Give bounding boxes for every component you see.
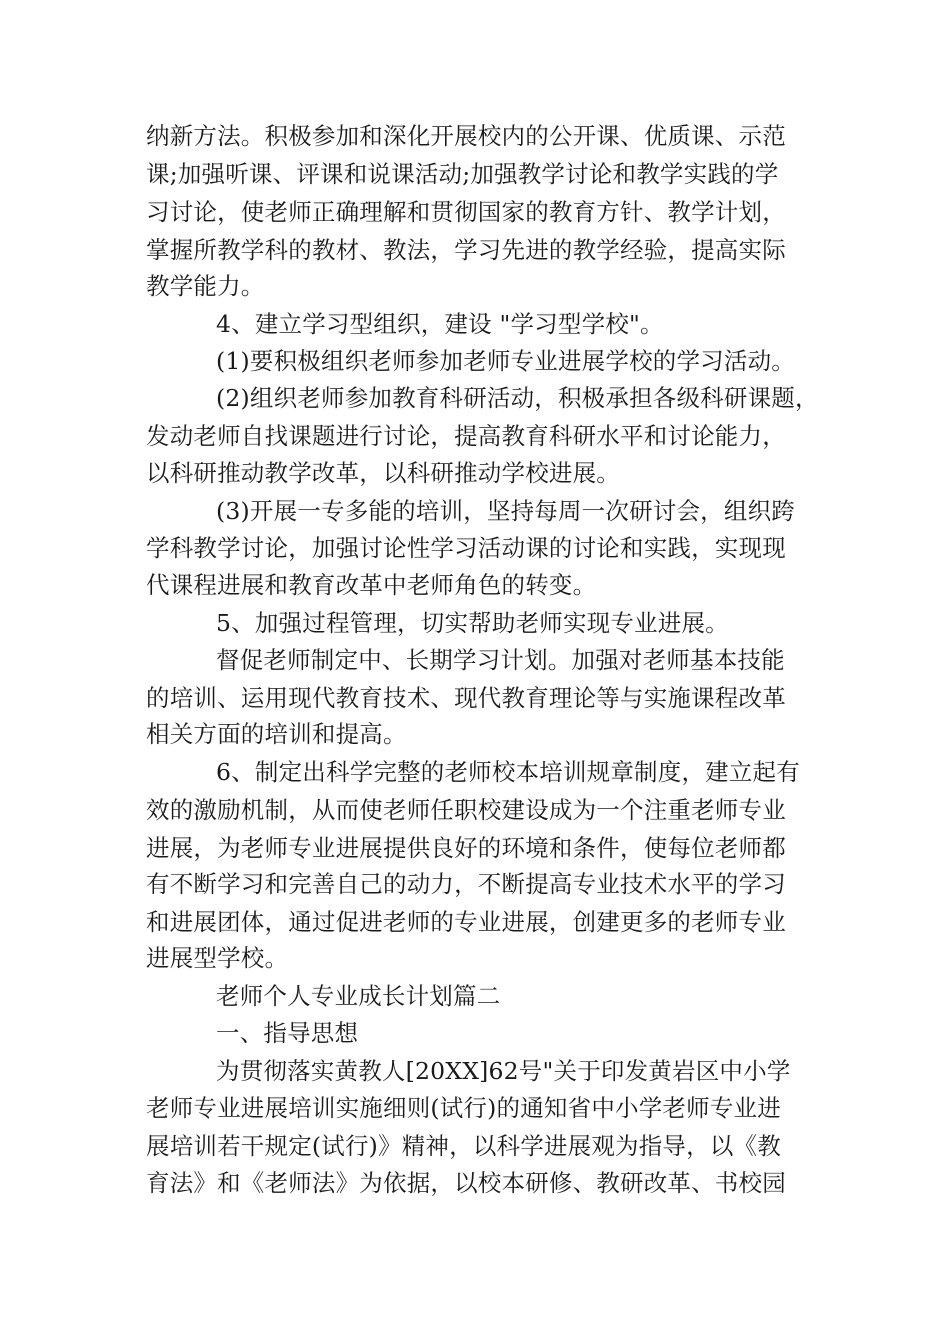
text-line: 育法》和《老师法》为依据，以校本研修、教研改革、书校园	[146, 1169, 786, 1197]
text-line: 为贯彻落实黄教人[20XX]62号"关于印发黄岩区中小学	[216, 1057, 791, 1085]
text-line: 的培训、运用现代教育技术、现代教育理论等与实施课程改革	[146, 684, 786, 712]
text-line: 进展，为老师专业进展提供良好的环境和条件，使每位老师都	[146, 834, 786, 862]
text-line: 掌握所教学科的教材、教法，学习先进的教学经验，提高实际	[146, 236, 786, 264]
text-line: 课;加强听课、评课和说课活动;加强教学讨论和教学实践的学	[146, 160, 779, 188]
text-line: 和进展团体，通过促进老师的专业进展，创建更多的老师专业	[146, 908, 786, 936]
text-line: 有不断学习和完善自己的动力，不断提高专业技术水平的学习	[146, 870, 786, 898]
text-line: 代课程进展和教育改革中老师角色的转变。	[146, 571, 597, 599]
text-line: (2)组织老师参加教育科研活动，积极承担各级科研课题，	[216, 384, 819, 412]
text-line: 相关方面的培训和提高。	[146, 720, 407, 748]
text-line: 以科研推动教学改革，以科研推动学校进展。	[146, 459, 620, 487]
list-heading: 6、制定出科学完整的老师校本培训规章制度，建立起有	[216, 758, 800, 786]
section-heading: 一、指导思想	[216, 1019, 359, 1047]
text-line: 习讨论，使老师正确理解和贯彻国家的教育方针、教学计划，	[146, 198, 786, 226]
text-line: (1)要积极组织老师参加老师专业进展学校的学习活动。	[216, 347, 795, 375]
list-heading: 5、加强过程管理，切实帮助老师实现专业进展。	[216, 609, 729, 637]
text-line: 发动老师自找课题进行讨论，提高教育科研水平和讨论能力，	[146, 422, 786, 450]
text-line: 效的激励机制，从而使老师任职校建设成为一个注重老师专业	[146, 796, 786, 824]
list-heading: 4、建立学习型组织，建设 "学习型学校"。	[216, 310, 664, 338]
text-line: 督促老师制定中、长期学习计划。加强对老师基本技能	[216, 646, 785, 674]
text-line: 学科教学讨论，加强讨论性学习活动课的讨论和实践，实现现	[146, 534, 786, 562]
section-title: 老师个人专业成长计划篇二	[216, 982, 501, 1010]
text-line: 展培训若干规定(试行)》精神，以科学进展观为指导，以《教	[146, 1132, 781, 1160]
text-line: 进展型学校。	[146, 944, 289, 972]
text-line: 纳新方法。积极参加和深化开展校内的公开课、优质课、示范	[146, 122, 786, 150]
text-line: (3)开展一专多能的培训，坚持每周一次研讨会，组织跨	[216, 497, 795, 525]
text-line: 老师专业进展培训实施细则(试行)的通知省中小学老师专业进	[146, 1094, 781, 1122]
text-line: 教学能力。	[146, 272, 265, 300]
